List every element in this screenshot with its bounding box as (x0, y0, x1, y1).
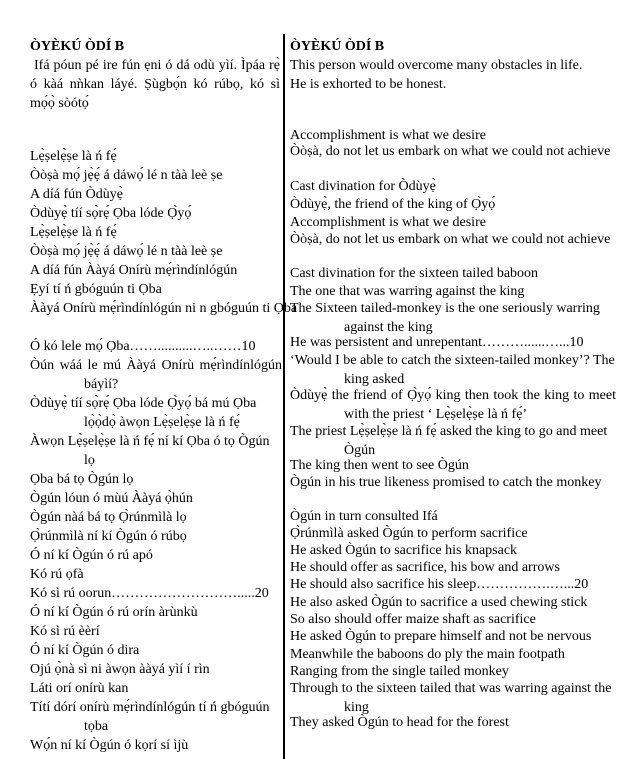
yoruba-verse-line: Ó ní kí Ògún ó rú orín àrùnkù (30, 605, 198, 620)
yoruba-verse-line: Ọ̀rúnmìlà ní kí Ògún ó rúbọ (30, 529, 187, 544)
yoruba-verse-line: Ó ní kí Ògún ó rú apó (30, 548, 153, 563)
english-verse-line: He asked Ògún to sacrifice his knapsack (290, 543, 518, 558)
yoruba-verse-line: Ó ní kí Ògún ó dira (30, 643, 140, 658)
yoruba-verse-line: Títí dórí onírù mẹ́rìndínlógún tí ń gbóguún tọba (30, 700, 270, 734)
yoruba-verse-line: Lẹ̀ṣelẹ̀ṣe là ń fẹ́ (30, 149, 117, 164)
english-verse-line: Òdùyẹ̀ the friend of Ọ̀yọ́ king then took the king to meet with the priest ‘ Lẹ̀ṣelẹ̀ṣe là ń fẹ́’ (290, 388, 616, 422)
english-verse-line: Ògún in his true likeness promised to catch the monkey (290, 475, 602, 490)
english-verse-line: The one that was warring against the king (290, 284, 525, 299)
english-verse-line: Ranging from the single tailed monkey (290, 664, 509, 679)
yoruba-verse-line: Ọba bá tọ Ògún lọ (30, 472, 134, 487)
yoruba-verse-line: A díá fún Ààyá Onírù mẹ́rìndínlógún (30, 263, 238, 278)
yoruba-verse-line: A díá fún Òdùyẹ̀ (30, 187, 123, 202)
yoruba-verse-line: Àwọn Lẹ̀ṣelẹ̀ṣe là ń fẹ́ ní kí Ọba ó tọ Ògún lọ (30, 434, 270, 468)
english-verse-line: The priest Lẹ̀ṣelẹ̀ṣe là ń fẹ́ asked the king to go and meet Ògún (290, 424, 608, 458)
yoruba-verse-line: Ẹyí tí ń gbóguún ti Ọba (30, 282, 162, 297)
yoruba-intro-text: Ifá póun pé ire fún ẹni ó dá odù yìí. Ìpáa rẹ̀ ó kàá nǹkan láyé. Ṣùgbọ́n kó rúbọ, kó sì mọ́ọ̀ sòótọ́ (30, 58, 280, 111)
yoruba-verse-line: Òdùyẹ̀ tíí sọ̀rẹ́ Ọba lóde Ọ̀yọ́ (30, 206, 192, 221)
english-verse-line: He also asked Ògún to sacrifice a used chewing stick (290, 595, 588, 610)
english-verse-line: They asked Ògún to head for the forest (290, 715, 509, 730)
yoruba-verse-line: Kó sì rú oorun……………………….....20 (30, 586, 269, 601)
english-verse-line: Ògún in turn consulted Ifá (290, 509, 438, 524)
english-verse-line: He should offer as sacrifice, his bow and arrows (290, 560, 560, 575)
yoruba-intro (30, 56, 280, 113)
english-verse-line: Ọ̀rúnmìlà asked Ògún to perform sacrifice (290, 526, 528, 541)
english-verse-line: Through to the sixteen tailed that was warring against the king (290, 681, 612, 715)
column-divider (283, 34, 285, 759)
english-verse-line: Òòṣà, do not let us embark on what we could not achieve (290, 144, 611, 159)
yoruba-verse-line: Òún wáá le mú Ààyá Onírù mẹ́rìndínlógún báyìí? (30, 358, 282, 392)
english-intro-line: He is exhorted to be honest. (290, 77, 447, 92)
yoruba-verse-line: Òòṣà mọ́ jẹ̀ẹ́ á dáwọ́ lé n tàà leè ṣe (30, 244, 223, 259)
english-verse-line: Accomplishment is what we desire (290, 128, 486, 143)
yoruba-verse-line: Ògún nàá bá tọ Ọ̀rúnmìlà lọ (30, 510, 187, 525)
yoruba-verse-line: Kó sì rú èèrí (30, 624, 100, 639)
english-verse-line: Òdùyẹ̀, the friend of the king of Ọ̀yọ́ (290, 197, 496, 212)
yoruba-verse-line: Ògún lóun ó mùú Ààyá ọ̀hún (30, 491, 193, 506)
english-verse-line: He asked Ògún to prepare himself and not be nervous (290, 629, 592, 644)
english-verse-line: Meanwhile the baboons do ply the main footpath (290, 647, 565, 662)
yoruba-verse-line: Lẹ̀ṣelẹ̀ṣe là ń fẹ́ (30, 225, 117, 240)
yoruba-verse-line: Kó rú ọfà (30, 567, 84, 582)
yoruba-heading: ÒYÈKÚ ÒDÍ B (30, 39, 125, 54)
yoruba-verse-line: Òòṣà mọ́ jẹ̀ẹ́ á dáwọ́ lé n tàà leè ṣe (30, 168, 223, 183)
yoruba-verse-line: Ojú ọ̀nà sì ni àwọn ààyá yìí í rìn (30, 662, 210, 677)
english-verse-line: The king then went to see Ògún (290, 458, 469, 473)
english-verse-line: Accomplishment is what we desire (290, 215, 486, 230)
english-verse-line: He was persistent and unrepentant………......…...10 (290, 335, 584, 350)
yoruba-verse-line: Wọ́n ní kí Ògún ó kọrí sí ìjù (30, 738, 189, 753)
english-verse-line: Òòṣà, do not let us embark on what we could not achieve (290, 232, 611, 247)
english-verse-line: Cast divination for Òdùyẹ̀ (290, 179, 436, 194)
english-verse-line: He should also sacrifice his sleep…………….…...20 (290, 577, 589, 592)
english-verse-line: Cast divination for the sixteen tailed baboon (290, 266, 539, 281)
english-heading: ÒYÈKÚ ÒDÍ B (290, 39, 385, 54)
yoruba-verse-line: Láti orí onírù kan (30, 681, 129, 696)
english-verse-line: The Sixteen tailed-monkey is the one seriously warring against the king (290, 301, 600, 335)
english-verse-line: ‘Would I be able to catch the sixteen-tailed monkey’? The king asked (290, 353, 615, 387)
english-verse-line: So also should offer maize shaft as sacrifice (290, 612, 536, 627)
yoruba-verse-line: Òdùyẹ̀ tíí sọ̀rẹ́ Ọba lóde Ọ̀yọ́ bá mú Ọba lọ̀ọ̀dọ̀ àwọn Lẹ̀ṣelẹ̀ṣe là ń fẹ́ (30, 396, 257, 430)
yoruba-verse-line: Ó kó lele mọ́ Ọba……..........…..……10 (30, 339, 256, 354)
english-intro-line: This person would overcome many obstacles in life. (290, 58, 583, 73)
yoruba-verse-line: Ààyá Onírù mẹ́rìndínlógún ni n gbóguún ti Ọba (30, 301, 298, 316)
